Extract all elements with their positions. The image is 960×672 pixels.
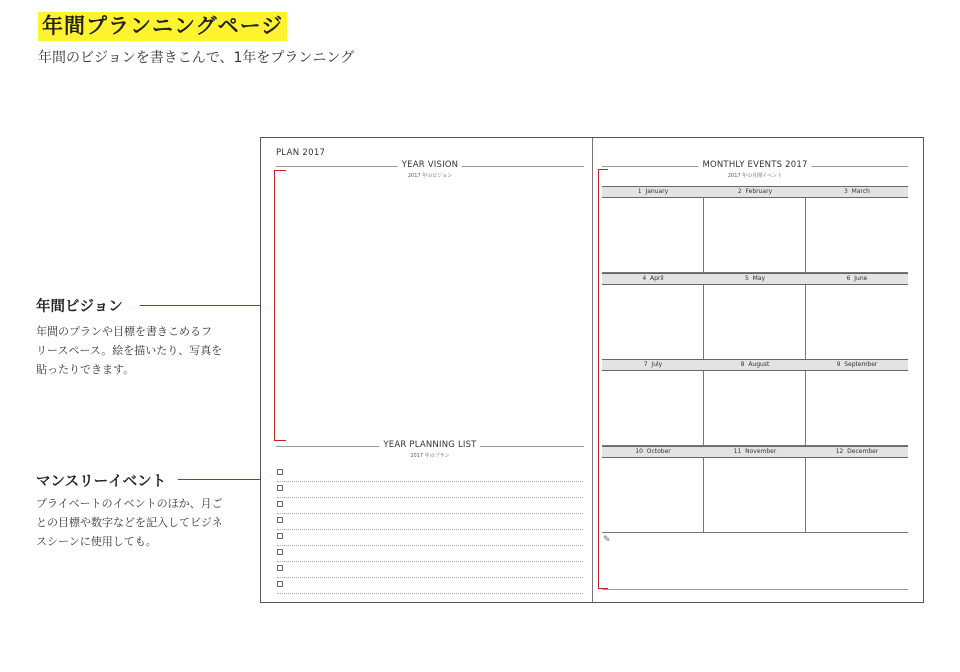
month-header: 3 March [806, 186, 908, 198]
planning-list-row[interactable] [277, 530, 583, 546]
month-cell[interactable] [704, 458, 806, 533]
notebook-spread [260, 137, 924, 603]
month-header: 5 May [704, 273, 806, 285]
month-cell[interactable] [806, 458, 908, 533]
callout-vision-line: 貼ったりできます。 [36, 363, 135, 376]
callout-monthly-line: との目標や数字などを記入してビジネ [36, 516, 223, 529]
memo-bottom-rule [602, 589, 908, 590]
callout-vision-line: 年間のプランや目標を書きこめるフ [36, 325, 212, 338]
month-cell[interactable] [704, 198, 806, 273]
planning-list-row[interactable] [277, 498, 583, 514]
callout-vision-text [36, 322, 222, 379]
month-cell[interactable] [806, 285, 908, 360]
planning-list-subtitle: 2017 年のプラン [410, 453, 450, 459]
callout-vision-line: リースペース。絵を描いたり、写真を [36, 344, 223, 357]
page-title: 年間プランニングページ [38, 12, 287, 41]
planning-list-row[interactable] [277, 578, 583, 594]
month-header: 8 August [704, 359, 806, 371]
month-header: 10 October [602, 446, 704, 458]
planning-list-row[interactable] [277, 482, 583, 498]
checkbox[interactable] [277, 549, 283, 555]
vision-bracket-bottom [274, 440, 286, 441]
callout-vision-title: 年間ビジョン [36, 299, 123, 315]
vision-bracket-side [274, 170, 275, 441]
month-cell[interactable] [806, 371, 908, 446]
month-header: 1 January [602, 186, 704, 198]
month-cell[interactable] [704, 285, 806, 360]
planning-list-title: YEAR PLANNING LIST [379, 440, 480, 450]
monthly-events-subtitle: 2017 年の月間イベント [727, 173, 783, 179]
checkbox[interactable] [277, 469, 283, 475]
callout-monthly-line: プライベートのイベントのほか、月ご [36, 497, 223, 510]
callout-vision-leader [140, 305, 274, 306]
page-spine [592, 138, 593, 602]
planning-list-header [276, 440, 584, 452]
checkbox[interactable] [277, 581, 283, 587]
year-vision-title: YEAR VISION [398, 160, 462, 170]
pencil-icon: ✎ [603, 535, 611, 545]
planning-list-row[interactable] [277, 466, 583, 482]
checkbox[interactable] [277, 485, 283, 491]
month-header: 6 June [806, 273, 908, 285]
checkbox[interactable] [277, 565, 283, 571]
month-cell[interactable] [602, 285, 704, 360]
month-cell[interactable] [704, 371, 806, 446]
checkbox[interactable] [277, 517, 283, 523]
monthly-bracket-bottom [598, 588, 608, 589]
month-header: 11 November [704, 446, 806, 458]
month-header: 4 April [602, 273, 704, 285]
monthly-bracket-side [598, 169, 599, 589]
plan-year-label: PLAN 2017 [276, 148, 326, 158]
month-header: 12 December [806, 446, 908, 458]
monthly-bracket-top [598, 169, 608, 170]
callout-monthly-text [36, 494, 223, 551]
year-vision-header [276, 160, 584, 172]
monthly-events-title: MONTHLY EVENTS 2017 [698, 160, 811, 170]
callout-monthly-title: マンスリーイベント [36, 474, 167, 490]
month-header: 7 July [602, 359, 704, 371]
month-cell[interactable] [602, 458, 704, 533]
monthly-events-header [602, 160, 908, 172]
page-subtitle: 年間のビジョンを書きこんで、1年をプランニング [38, 50, 355, 66]
planning-list-row[interactable] [277, 514, 583, 530]
vision-bracket-top [274, 170, 286, 171]
month-cell[interactable] [602, 371, 704, 446]
month-cell[interactable] [602, 198, 704, 273]
callout-monthly-line: スシーンに使用しても。 [36, 535, 157, 548]
month-cell[interactable] [806, 198, 908, 273]
checkbox[interactable] [277, 533, 283, 539]
month-header: 9 September [806, 359, 908, 371]
planning-list-row[interactable] [277, 546, 583, 562]
checkbox[interactable] [277, 501, 283, 507]
month-header: 2 February [704, 186, 806, 198]
planning-list-row[interactable] [277, 562, 583, 578]
year-vision-subtitle: 2017 年のビジョン [407, 173, 453, 179]
